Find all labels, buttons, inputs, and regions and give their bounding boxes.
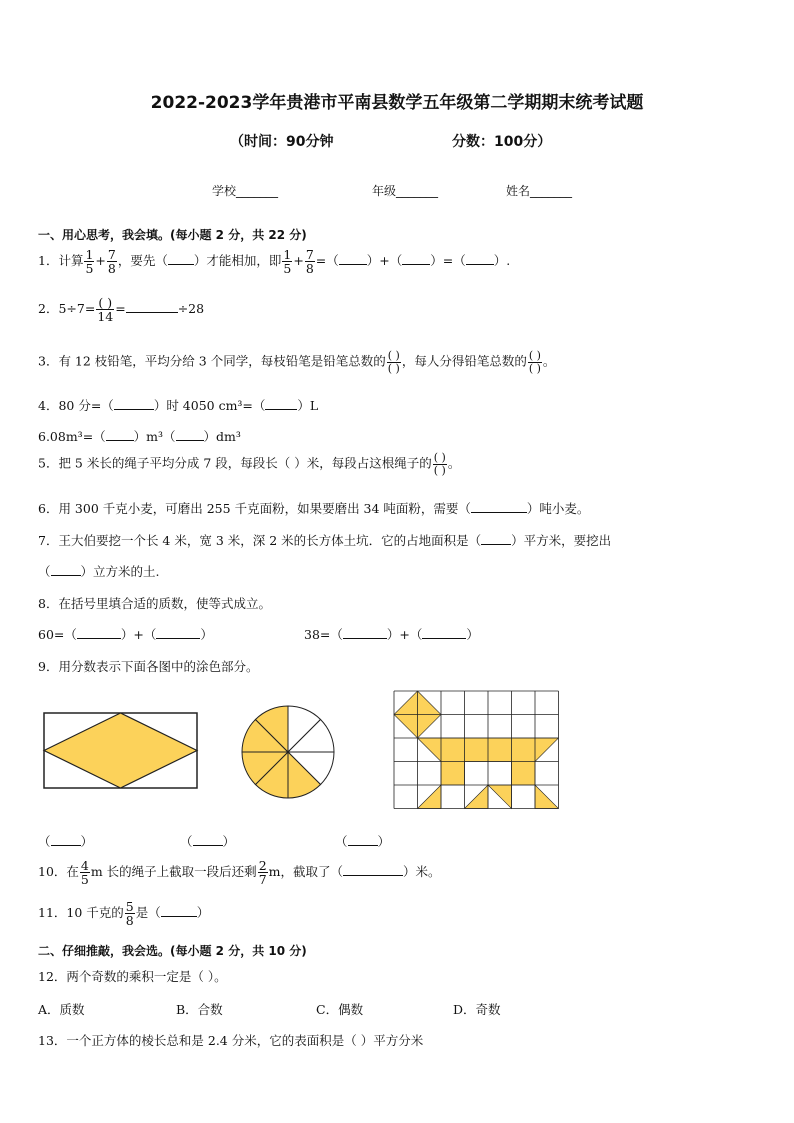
answer-blank[interactable]: [156, 638, 200, 639]
fraction: $\frac{( )}{( )}$: [433, 451, 446, 477]
question-13: 13．一个正方体的棱长总和是 2.4 分米，它的表面积是（ ）平方分米: [38, 1033, 424, 1048]
answer-blank[interactable]: [161, 916, 197, 917]
question-1: 1．计算 $\frac{1}{5}$ + $\frac{7}{8}$ ，要先（ ）才能相加，即 $\frac{1}{5}$ + $\frac{7}{8}$ =（ ）+（ ）=（ ）.: [38, 247, 511, 277]
answer-blank[interactable]: [168, 264, 194, 265]
q9-answer-1: （ ）: [38, 834, 94, 849]
answer-blank[interactable]: [466, 264, 494, 265]
q12-option-d[interactable]: D．奇数: [453, 1002, 501, 1017]
question-8: 8．在括号里填合适的质数，使等式成立。: [38, 596, 271, 611]
answer-blank[interactable]: [265, 409, 297, 410]
answer-blank[interactable]: [193, 845, 223, 846]
grade-field: 年级_______: [372, 184, 439, 198]
answer-blank[interactable]: [343, 875, 403, 876]
answer-blank[interactable]: [176, 440, 204, 441]
fraction: $\frac{( )}{( )}$: [387, 349, 400, 375]
question-5: 5．把 5 米长的绳子平均分成 7 段，每段长（ ）米，每段占这根绳子的 $\frac{( )}{( )}$ 。: [38, 451, 461, 477]
fraction: $\frac{( )}{14}$: [97, 295, 114, 325]
section2-heading: 二、仔细推敲，我会选。(每小题 2 分，共 10 分): [38, 944, 307, 958]
answer-blank[interactable]: [114, 409, 154, 410]
question-6: 6．用 300 千克小麦，可磨出 255 千克面粉，如果要磨出 34 吨面粉，需要（ ）吨小麦。: [38, 501, 590, 516]
q12-option-c[interactable]: C．偶数: [316, 1002, 364, 1017]
fraction: $\frac{2}{7}$: [258, 858, 267, 888]
answer-blank[interactable]: [106, 440, 134, 441]
shaded-foot: [488, 785, 512, 809]
question-3: 3．有 12 枝铅笔，平均分给 3 个同学，每枝铅笔是铅笔总数的 $\frac{( )}{( )}$ ，每人分得铅笔总数的 $\frac{( )}{( )}$ 。: [38, 349, 556, 375]
answer-blank[interactable]: [402, 264, 430, 265]
answer-blank[interactable]: [422, 638, 466, 639]
question-12: 12．两个奇数的乘积一定是（ ）。: [38, 969, 227, 984]
answer-blank[interactable]: [51, 575, 81, 576]
circle-figure: [240, 704, 336, 800]
fraction: $\frac{7}{8}$: [305, 247, 314, 277]
question-9: 9．用分数表示下面各图中的涂色部分。: [38, 659, 259, 674]
question-2: 2．5÷7= $\frac{( )}{14}$ = ÷28: [38, 295, 205, 325]
section1-heading: 一、用心思考，我会填。(每小题 2 分，共 22 分): [38, 228, 307, 242]
answer-blank[interactable]: [339, 264, 367, 265]
exam-score: 分数：100分）: [452, 134, 552, 150]
question-7-cont: （ ）立方米的土.: [38, 564, 160, 579]
fraction: $\frac{7}{8}$: [107, 247, 116, 277]
q12-option-a[interactable]: A．质数: [38, 1002, 85, 1017]
page-title: 2022-2023学年贵港市平南县数学五年级第二学期期末统考试题: [150, 93, 644, 113]
answer-blank[interactable]: [348, 845, 378, 846]
shaded-foot: [465, 785, 489, 809]
shaded-foot: [535, 785, 559, 809]
fraction: $\frac{5}{8}$: [125, 899, 134, 929]
fraction: $\frac{4}{5}$: [80, 858, 89, 888]
q9-answer-2: （ ）: [180, 834, 236, 849]
fraction: $\frac{1}{5}$: [85, 247, 94, 277]
exam-time: （时间：90分钟: [230, 134, 334, 150]
question-10: 10．在 $\frac{4}{5}$ m 长的绳子上截取一段后还剩 $\frac{2}{7}$ m，截取了（ ）米。: [38, 858, 441, 888]
school-field: 学校_______: [212, 184, 279, 198]
answer-blank[interactable]: [471, 512, 527, 513]
fraction: $\frac{( )}{( )}$: [528, 349, 541, 375]
question-4: 4．80 分=（ ）时 4050 cm³=（ ）L: [38, 398, 319, 413]
rhombus-figure: [42, 711, 200, 791]
q12-option-b[interactable]: B．合数: [176, 1002, 223, 1017]
name-field: 姓名_______: [506, 184, 573, 198]
shaded-foot: [418, 785, 442, 809]
question-4b: 6.08m³=（ ）m³（ ）dm³: [38, 429, 241, 444]
fraction: $\frac{1}{5}$: [283, 247, 292, 277]
answer-blank[interactable]: [343, 638, 387, 639]
question-11: 11．10 千克的 $\frac{5}{8}$ 是（ ）: [38, 899, 210, 929]
answer-blank[interactable]: [51, 845, 81, 846]
answer-blank[interactable]: [77, 638, 121, 639]
answer-blank[interactable]: [126, 312, 178, 313]
grid-figure: [393, 690, 559, 814]
q9-answer-3: （ ）: [335, 834, 391, 849]
answer-blank[interactable]: [481, 544, 511, 545]
question-8-right: 38=（ ）+（ ）: [304, 627, 479, 642]
question-7: 7．王大伯要挖一个长 4 米，宽 3 米，深 2 米的长方体土坑．它的占地面积是（ ）平方米，要挖出: [38, 533, 612, 548]
question-8-left: 60=（ ）+（ ）: [38, 627, 213, 642]
